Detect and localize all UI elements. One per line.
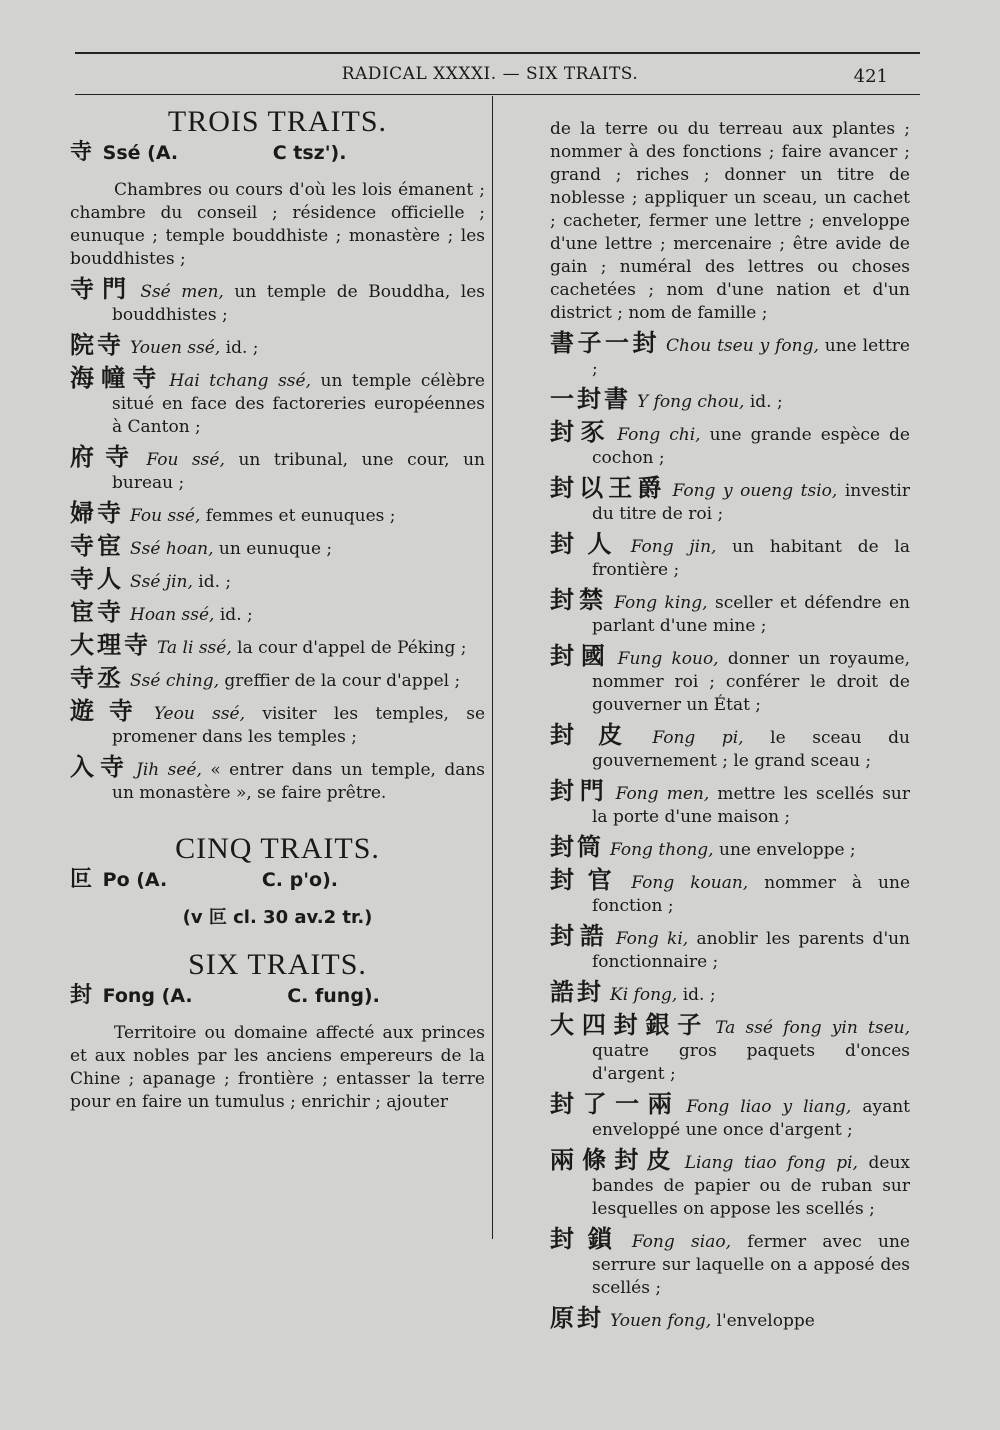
- entry-definition: le sceau du gouvernement ; le grand sceau ;: [592, 728, 911, 771]
- entry-romanization: Fong y oueng tsio,: [672, 481, 838, 501]
- entry-definition: id. ;: [744, 392, 783, 412]
- entry-romanization: Fong pi,: [652, 728, 744, 748]
- entry-romanization: Fong kouan,: [631, 873, 749, 893]
- page-number: 421: [853, 66, 888, 87]
- dictionary-entry: [550, 1145, 911, 1221]
- entry-characters: 宦寺: [70, 597, 124, 626]
- entry-romanization: Youen ssé,: [130, 338, 221, 358]
- dictionary-entry: [70, 663, 485, 693]
- entry-romanization: Ssé men,: [140, 282, 224, 302]
- dictionary-entry: [70, 752, 486, 805]
- entry-romanization: Fong thong,: [610, 840, 714, 860]
- entry-definition: « entrer dans un temple, dans un monastère », se faire prêtre.: [112, 760, 486, 803]
- entry-romanization: Ssé ching,: [130, 671, 219, 691]
- left-column: [70, 105, 486, 1120]
- definition-paragraph-continued: de la terre ou du terreau aux plantes ; nommer à des fonctions ; faire avancer ; grand ; riches ; donner un titre de noblesse ; appliquer un sceau, un cachet ; cacheter, fermer une lettre ; enveloppe d'une lettre ; mercenaire ; être avide de gain ; numéral des lettres ou choses cachetées ; nom d'une nation et d'un district ; nom de famille ;: [550, 119, 910, 323]
- dictionary-entry: [70, 498, 485, 528]
- dictionary-entry: [70, 442, 486, 495]
- entry-definition: quatre gros paquets d'onces d'argent ;: [592, 1041, 910, 1084]
- entry-characters: 封人: [550, 529, 625, 558]
- dictionary-entry: [70, 564, 485, 594]
- entry-definition: investir du titre de roi ;: [592, 481, 910, 524]
- entry-romanization: Y fong chou,: [637, 392, 745, 412]
- headword-text: Ssé (A.: [102, 142, 179, 164]
- dictionary-entry: [550, 1303, 910, 1333]
- entry-romanization: Youen fong,: [610, 1311, 712, 1331]
- header-rule: [75, 94, 920, 95]
- entry-romanization: Ta ssé fong yin tseu,: [715, 1018, 910, 1038]
- entry-romanization: Hai tchang ssé,: [169, 371, 311, 391]
- dictionary-entry: [550, 417, 910, 470]
- entry-romanization: Fou ssé,: [146, 450, 225, 470]
- headword-char: 叵: [70, 866, 93, 892]
- entry-romanization: Fong ki,: [615, 929, 689, 949]
- headword-char: 封: [70, 982, 93, 1008]
- entry-characters: 寺人: [70, 564, 124, 593]
- entry-romanization: Liang tiao fong pi,: [684, 1153, 858, 1173]
- entry-characters: 院寺: [70, 330, 124, 359]
- cross-reference-note: (v 叵 cl. 30 av.2 tr.): [182, 907, 373, 928]
- entry-definition: une grande espèce de cochon ;: [592, 425, 910, 468]
- entry-definition: id. ;: [220, 338, 259, 358]
- section-title-six-traits: SIX TRAITS.: [188, 948, 367, 981]
- dictionary-entry: [70, 330, 485, 360]
- entry-characters: 入寺: [70, 752, 131, 781]
- entry-characters: 封國: [550, 641, 612, 670]
- entry-definition: un eunuque ;: [213, 539, 333, 559]
- dictionary-entry: [70, 597, 485, 627]
- dictionary-entry: [550, 328, 910, 381]
- headword-fong: [70, 984, 485, 1008]
- entry-romanization: Fong jin,: [630, 537, 717, 557]
- entry-characters: 封了一兩: [550, 1089, 681, 1118]
- entry-characters: 封鎖: [550, 1224, 626, 1253]
- entry-definition: greffier de la cour d'appel ;: [218, 671, 461, 691]
- entry-definition: un habitant de la frontière ;: [592, 537, 910, 580]
- right-entry-list: [550, 328, 911, 1333]
- left-entry-list: [70, 274, 486, 805]
- dictionary-entry: [550, 641, 911, 717]
- dictionary-entry: [70, 696, 486, 749]
- entry-characters: 封門: [550, 776, 610, 805]
- entry-characters: 封筒: [550, 832, 604, 861]
- entry-characters: 封誥: [550, 921, 610, 950]
- entry-characters: 寺宦: [70, 531, 124, 560]
- entry-definition: id. ;: [677, 985, 716, 1005]
- entry-definition: la cour d'appel de Péking ;: [231, 638, 467, 658]
- definition-paragraph: Chambres ou cours d'où les lois émanent ; chambre du conseil ; résidence officielle ; eunuque ; temple bouddhiste ; monastère ; les bouddhistes ;: [70, 180, 485, 269]
- entry-definition: sceller et défendre en parlant d'une mine ;: [592, 593, 911, 636]
- entry-romanization: Chou tseu y fong,: [666, 336, 819, 356]
- dictionary-entry: [550, 720, 911, 773]
- entry-characters: 婦寺: [70, 498, 124, 527]
- dictionary-entry: [550, 921, 911, 974]
- entry-romanization: Fong king,: [614, 593, 708, 613]
- headword-cantonese: C tsz').: [272, 142, 347, 164]
- entry-characters: 一封書: [550, 384, 631, 413]
- running-header: RADICAL XXXXI. — SIX TRAITS.: [341, 64, 639, 84]
- entry-characters: 遊寺: [70, 696, 148, 725]
- headword-cantonese: C. fung).: [287, 985, 380, 1007]
- entry-definition: l'enveloppe: [711, 1311, 815, 1331]
- dictionary-entry: [550, 865, 911, 918]
- dictionary-entry: [70, 531, 485, 561]
- definition-paragraph: Territoire ou domaine affecté aux princes et aux nobles par les anciens empereurs de la Chine ; apanage ; frontière ; entasser la terre pour en faire un tumulus ; enrichir ; ajouter: [70, 1023, 485, 1112]
- entry-definition: nommer à une fonction ;: [592, 873, 911, 916]
- entry-characters: 誥封: [550, 977, 604, 1006]
- dictionary-entry: [70, 274, 486, 327]
- entry-definition: anoblir les parents d'un fonctionnaire ;: [592, 929, 911, 972]
- entry-characters: 大理寺: [70, 630, 151, 659]
- entry-romanization: Ssé jin,: [130, 572, 193, 592]
- dictionary-entry: [550, 529, 910, 582]
- entry-characters: 寺丞: [70, 663, 124, 692]
- entry-romanization: Jih seé,: [136, 760, 202, 780]
- entry-romanization: Fung kouo,: [617, 649, 719, 669]
- entry-definition: femmes et eunuques ;: [200, 506, 396, 526]
- entry-definition: un tribunal, une cour, un bureau ;: [112, 450, 486, 493]
- entry-characters: 大四封銀子: [550, 1010, 710, 1039]
- entry-romanization: Fong liao y liang,: [686, 1097, 852, 1117]
- headword-po: [70, 868, 485, 892]
- section-title-cinq-traits: CINQ TRAITS.: [175, 832, 380, 865]
- entry-characters: 封以王爵: [550, 473, 667, 502]
- entry-definition: un temple célèbre situé en face des factoreries européennes à Canton ;: [112, 371, 485, 437]
- entry-romanization: Fong men,: [615, 784, 710, 804]
- entry-characters: 海幢寺: [70, 363, 164, 392]
- entry-romanization: Ssé hoan,: [130, 539, 214, 559]
- entry-characters: 封官: [550, 865, 626, 894]
- headword-sse: [70, 141, 485, 165]
- entry-definition: fermer avec une serrure sur laquelle on a apposé des scellés ;: [592, 1232, 910, 1298]
- entry-definition: une enveloppe ;: [713, 840, 856, 860]
- dictionary-entry: [550, 977, 910, 1007]
- headword-text: Po (A.: [102, 869, 168, 891]
- entry-characters: 封禁: [550, 585, 609, 614]
- headword-cantonese: C. p'o).: [261, 869, 338, 891]
- entry-definition: donner un royaume, nommer roi ; conférer le droit de gouverner un État ;: [592, 649, 911, 715]
- section-title-trois-traits: TROIS TRAITS.: [167, 105, 388, 138]
- dictionary-entry: [550, 1089, 910, 1142]
- entry-romanization: Ta li ssé,: [157, 638, 232, 658]
- entry-romanization: Fou ssé,: [130, 506, 201, 526]
- entry-definition: deux bandes de papier ou de ruban sur lesquelles on appose les scellés ;: [592, 1153, 911, 1219]
- entry-characters: 原封: [550, 1303, 604, 1332]
- dictionary-entry: [550, 832, 910, 862]
- entry-characters: 寺門: [70, 274, 135, 303]
- entry-characters: 兩條封皮: [550, 1145, 679, 1174]
- dictionary-entry: [550, 473, 910, 526]
- dictionary-entry: [70, 630, 485, 660]
- dictionary-entry: [70, 363, 485, 439]
- dictionary-entry: [550, 1010, 910, 1086]
- right-column: [550, 118, 910, 1337]
- entry-characters: 封豕: [550, 417, 612, 446]
- headword-char: 寺: [70, 139, 93, 165]
- entry-definition: ayant enveloppé une once d'argent ;: [592, 1097, 910, 1140]
- entry-definition: id. ;: [192, 572, 232, 592]
- entry-definition: visiter les temples, se promener dans les temples ;: [112, 704, 486, 747]
- entry-romanization: Yeou ssé,: [153, 704, 246, 724]
- entry-definition: id. ;: [214, 605, 253, 625]
- entry-romanization: Hoan ssé,: [130, 605, 215, 625]
- entry-romanization: Fong siao,: [631, 1232, 731, 1252]
- entry-characters: 書子一封: [550, 328, 661, 357]
- top-rule: [75, 52, 920, 54]
- dictionary-entry: [550, 776, 910, 829]
- entry-definition: mettre les scellés sur la porte d'une maison ;: [592, 784, 910, 827]
- entry-romanization: Fong chi,: [617, 425, 701, 445]
- entry-definition: un temple de Bouddha, les bouddhistes ;: [112, 282, 486, 325]
- dictionary-entry: [550, 585, 911, 638]
- column-divider: [492, 96, 493, 1239]
- entry-definition: une lettre ;: [592, 336, 910, 379]
- dictionary-entry: [550, 1224, 910, 1300]
- headword-text: Fong (A.: [102, 985, 193, 1007]
- dictionary-entry: [550, 384, 910, 414]
- entry-characters: 封皮: [550, 720, 647, 749]
- entry-romanization: Ki fong,: [610, 985, 678, 1005]
- entry-characters: 府寺: [70, 442, 141, 471]
